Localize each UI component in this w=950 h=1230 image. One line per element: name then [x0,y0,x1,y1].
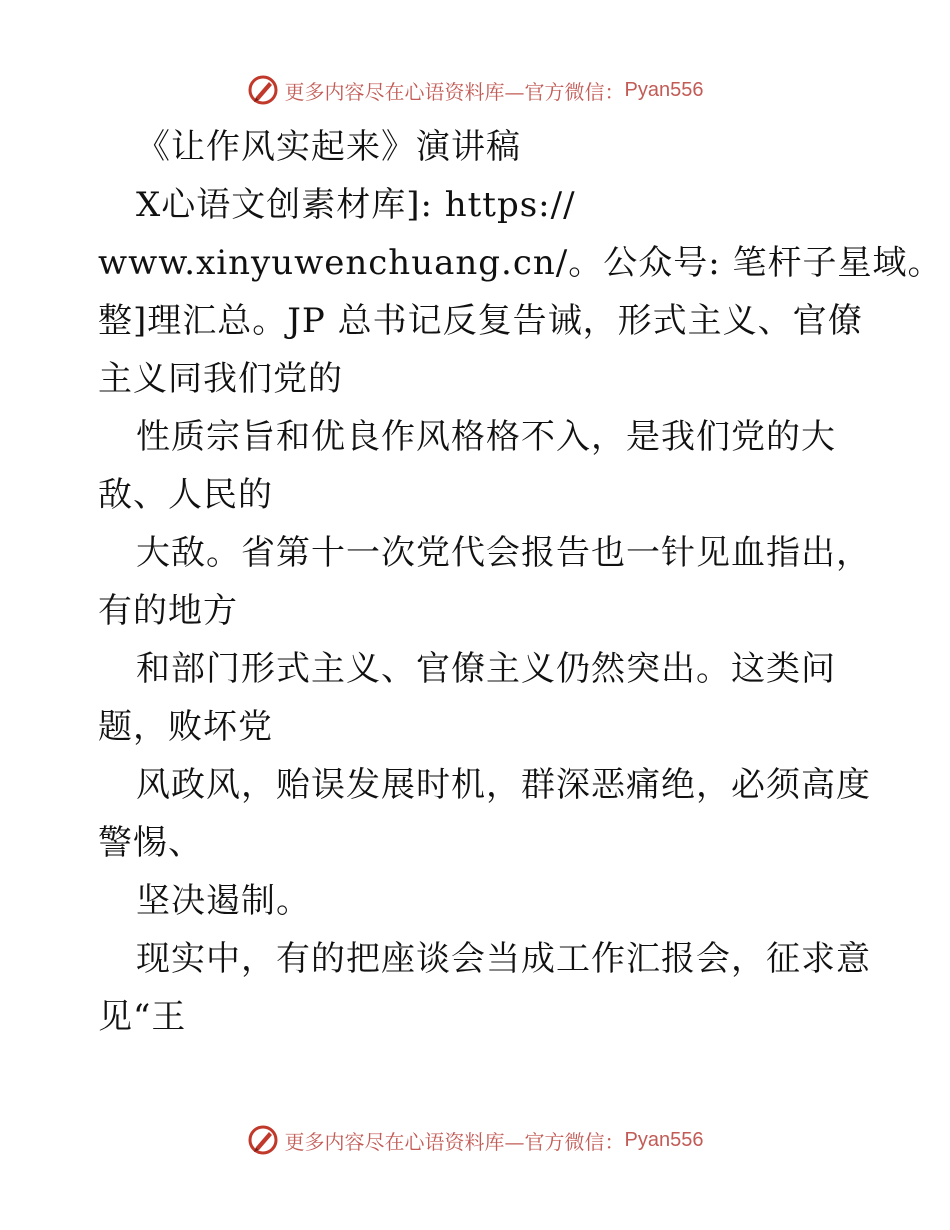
text-line: 大敌。省第十一次党代会报告也一针见血指出， [136,533,871,573]
text-line: 《让作风实起来》演讲稿 [136,127,521,167]
text-line: 警惕、 [98,823,203,863]
banner-text: 更多内容尽在心语资料库—官方微信： [284,1129,625,1154]
banner-wechat-id: Pyan556 [624,78,704,101]
text-line: www.xinyuwenchuang.cn/。公众号: 笔杆子星域。 [98,243,943,283]
text-line: 有的地方 [98,591,238,631]
text-line: 风政风，贻误发展时机，群深恶痛绝，必须高度 [136,765,871,805]
text-line: X心语文创素材库]: https:// [136,185,576,225]
text-line: 题，败坏党 [98,707,273,747]
text-line: 坚决遏制。 [136,881,311,921]
document-body [98,118,943,1046]
text-line: 敌、人民的 [98,475,273,515]
pen-logo-icon [247,1124,279,1156]
text-line: 整]理汇总。JP 总书记反复告诫，形式主义、官僚 [98,301,863,341]
text-line: 和部门形式主义、官僚主义仍然突出。这类问 [136,649,836,689]
banner-wechat-id: Pyan556 [624,1128,704,1151]
header-banner [0,70,950,110]
text-line: 主义同我们党的 [98,359,343,399]
footer-banner [0,1120,950,1160]
text-line: 见“王 [98,997,187,1037]
pen-logo-icon [247,74,279,106]
banner-text: 更多内容尽在心语资料库—官方微信： [284,79,625,104]
text-line: 性质宗旨和优良作风格格不入，是我们党的大 [136,417,836,457]
text-line: 现实中，有的把座谈会当成工作汇报会，征求意 [136,939,871,979]
